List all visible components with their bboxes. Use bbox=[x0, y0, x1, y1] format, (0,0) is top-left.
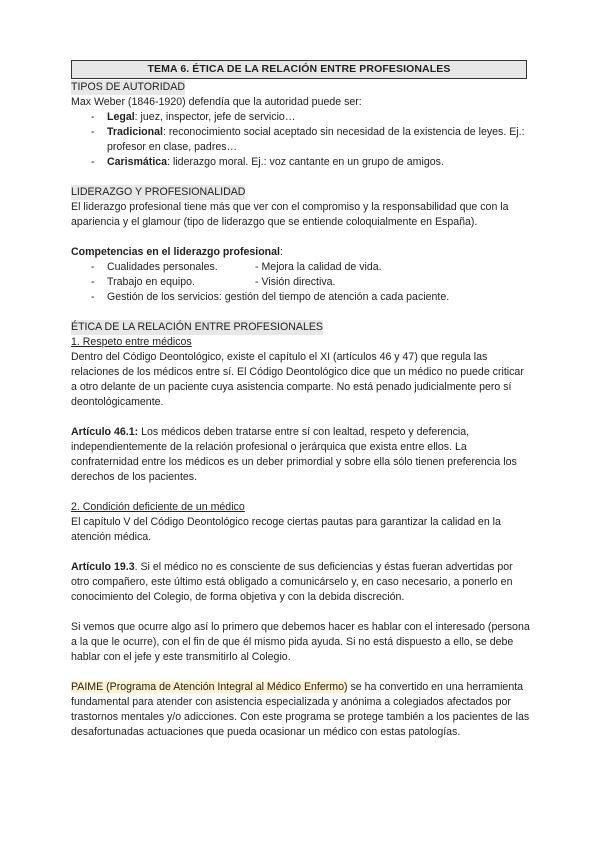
section-liderazgo bbox=[71, 185, 531, 305]
bullet-dash-icon: - bbox=[91, 111, 95, 123]
section-heading: ÉTICA DE LA RELACIÓN ENTRE PROFESIONALES bbox=[71, 321, 323, 333]
paragraph: Max Weber (1846-1920) defendía que la autoridad puede ser: bbox=[71, 96, 362, 108]
subheading: 1. Respeto entre médicos bbox=[71, 336, 192, 348]
bullet-dash-icon: - bbox=[91, 291, 95, 303]
list-item bbox=[71, 125, 531, 155]
bullet-dash-icon: - bbox=[91, 156, 95, 168]
section-heading: TIPOS DE AUTORIDAD bbox=[71, 81, 186, 93]
section-heading: LIDERAZGO Y PROFESIONALIDAD bbox=[71, 186, 246, 198]
list-item bbox=[71, 155, 531, 170]
competencias-title: Competencias en el liderazgo profesional: bbox=[71, 246, 283, 258]
term: Legal bbox=[107, 111, 135, 123]
bullet-list bbox=[71, 110, 531, 170]
term: Tradicional bbox=[107, 126, 163, 138]
list-item: - Cualidades personales. - Mejora la calidad de vida. bbox=[91, 261, 382, 273]
paragraph: El capítulo V del Código Deontológico recoge ciertas pautas para garantizar la calidad en la atención médica. bbox=[71, 516, 501, 543]
term-text: : reconocimiento social aceptado sin necesidad de la existencia de leyes. Ej.: profesor en clase, padres… bbox=[107, 126, 525, 153]
bullet-list bbox=[71, 260, 531, 305]
term-text: : liderazgo moral. Ej.: voz cantante en un grupo de amigos. bbox=[167, 156, 444, 168]
section-tipos-autoridad bbox=[71, 80, 531, 170]
document-body bbox=[71, 80, 531, 740]
paime-highlight: PAIME (Programa de Atención Integral al Médico Enfermo) bbox=[71, 681, 348, 693]
article-paragraph: Artículo 19.3. Si el médico no es consciente de sus deficiencias y éstas fueran advertidas por otro compañero, este último está obligado a comunicárselo y, en caso necesario, a ponerlo en conocimiento del Colegio, de forma objetiva y con la debida discreción. bbox=[71, 561, 513, 603]
list-item: - Gestión de los servicios: gestión del tiempo de atención a cada paciente. bbox=[91, 291, 450, 303]
list-item: - Trabajo en equipo. - Visión directiva. bbox=[91, 276, 336, 288]
bullet-dash-icon: - bbox=[91, 126, 95, 138]
bullet-dash-icon: - bbox=[91, 276, 95, 288]
term: Carismática bbox=[107, 156, 168, 168]
paragraph: Dentro del Código Deontológico, existe el capítulo el XI (artículos 46 y 47) que regula las relaciones de los médicos entre sí. El Código Deontológico dice que un médico no puede criticar a otro delante de un paciente cuya asistencia comparte. No está penado judicialmente pero sí deontológicamente. bbox=[71, 351, 524, 408]
term-text: : juez, inspector, jefe de servicio… bbox=[134, 111, 296, 123]
bullet-dash-icon: - bbox=[91, 261, 95, 273]
page-title: TEMA 6. ÉTICA DE LA RELACIÓN ENTRE PROFESIONALES bbox=[71, 60, 527, 79]
paragraph: Si vemos que ocurre algo así lo primero que debemos hacer es hablar con el interesado (persona a la que le ocurre), con el fin de que él mismo pida ayuda. Si no está dispuesto a ello, se debe hablar con el jefe y este transmitirlo al Colegio. bbox=[71, 621, 530, 663]
subheading: 2. Condición deficiente de un médico bbox=[71, 501, 245, 513]
paime-paragraph: PAIME (Programa de Atención Integral al Médico Enfermo) se ha convertido en una herramienta fundamental para atender con asistencia especializada y anónima a colegiados afectados por trastornos mentales y/o adicciones. Con este programa se protege también a los pacientes de las desafortunadas actuaciones que pueda ocasionar un médico con estas patologías. bbox=[71, 681, 530, 738]
paragraph: El liderazgo profesional tiene más que ver con el compromiso y la responsabilidad que con la apariencia y el glamour (tipo de liderazgo que se entiende coloquialmente en España). bbox=[71, 201, 509, 228]
section-etica bbox=[71, 320, 531, 740]
article-paragraph: Artículo 46.1: Los médicos deben tratarse entre sí con lealtad, respeto y deferencia, independientemente de la relación profesional o jerárquica que exista entre ellos. La confraternidad entre los médicos es un deber primordial y sobre ella sólo tienen preferencia los derechos de los pacientes. bbox=[71, 426, 517, 483]
list-item bbox=[71, 110, 531, 125]
